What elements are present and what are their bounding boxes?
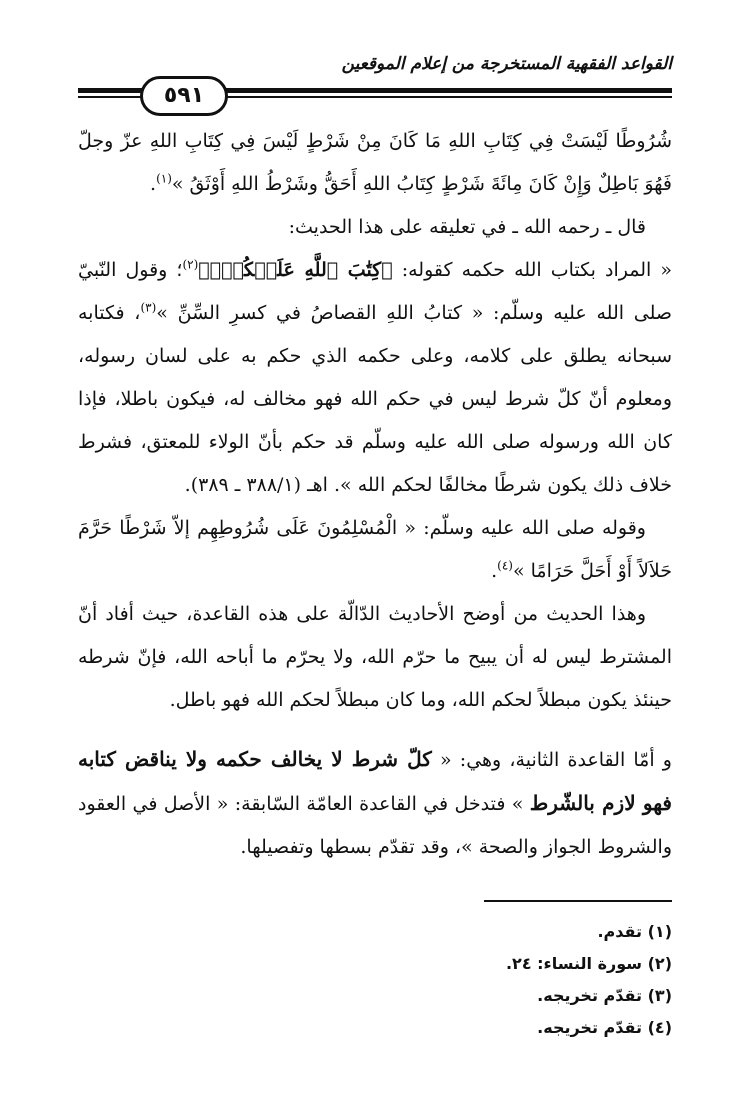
footnote-item: (١) تقدم. [597,922,672,941]
paragraph-commentary-intro: قال ـ رحمه الله ـ في تعليقه على هذا الحديث: [288,216,646,238]
second-rule-intro: و أمّا القاعدة الثانية، وهي: « [431,749,672,771]
footnote-ref-2: (٢) [182,257,199,272]
second-hadith-text: وقوله صلى الله عليه وسلّم: « الْمُسْلِمُونَ عَلَى شُرُوطِهِم إلاّ شَرْطًا حَرَّمَ حَلاَلاً أَوْ أَحَلَّ حَرَامًا » [78,517,672,582]
footnote-separator [484,900,672,902]
page-number: ٥٩١ [140,76,228,116]
footnote-ref-1: (١) [156,171,172,186]
footnote-item: (٢) سورة النساء: ٢٤. [505,954,672,973]
running-title: القواعد الفقهية المستخرجة من إعلام الموقعين [341,54,672,74]
paragraph-end: . [150,173,157,195]
footnote-ref-3: (٣) [140,300,157,315]
hadith-text: شُرُوطًا لَيْسَتْ فِي كِتَابِ اللهِ مَا كَانَ مِنْ شَرْطٍ لَيْسَ فِي كِتَابِ اللهِ عزّ وجلّ فَهُوَ بَاطِلٌ وَإِنْ كَانَ مِائَةَ شَرْطٍ كِتَابُ اللهِ أَحَقُّ وشَرْطُ اللهِ أَوْثَقُ » [78,130,672,195]
footnote-item: (٤) تقدّم تخريجه. [537,1018,672,1037]
paragraph-quotation [78,249,672,507]
footnotes [78,916,672,1044]
footnote-ref-4: (٤) [497,558,513,573]
paragraph-second-rule [78,738,672,869]
quotation-start: « المراد بكتاب الله حكمه كقوله: [392,259,672,281]
second-rule-rest: » فتدخل في القاعدة العامّة السّابقة: « الأصل في العقود والشروط الجواز والصحة »، وقد تقدّم بسطها وتفصيلها. [78,793,672,858]
quotation-end: ، فكتابه سبحانه يطلق على كلامه، وعلى حكمه الذي حكم به على لسان رسوله، ومعلوم أنّ كلّ شرط ليس في حكم الله فهو مخالف له، فيكون باطلا، فإذا كان الله ورسوله صلى الله عليه وسلّم قد حكم بأنّ الولاء للمعتق، فشرط خلاف ذلك يكون شرطًا مخالفًا لحكم الله ». اهـ (٣٨٨/١ ـ ٣٨٩). [78,302,672,496]
body-text [78,120,672,869]
footnote-item: (٣) تقدّم تخريجه. [537,986,672,1005]
paragraph-end: . [491,560,498,582]
paragraph-hadith-continuation [78,120,672,206]
paragraph-gap [78,722,672,738]
quran-verse: ﴿كِتَٰبَ ٱللَّهِ عَلَيۡكُمۡۚ﴾ [198,259,393,281]
quotation-middle: ؛ وقول النّبيّ صلى الله عليه وسلّم: « كتابُ اللهِ القصاصُ في كسرِ السِّنِّ » [78,259,673,324]
paragraph-explanation: وهذا الحديث من أوضح الأحاديث الدّالّة على هذه القاعدة، حيث أفاد أنّ المشترط ليس له أن يبيح ما حرّم الله، ولا يحرّم ما أباحه الله، فإنّ شرطه حينئذ يكون مبطلاً لحكم الله، وما كان مبطلاً لحكم الله فهو باطل. [78,603,672,711]
rule-statement: كلّ شرط لا يخالف حكمه ولا يناقض كتابه فهو لازم بالشّرط [78,747,672,815]
paragraph-second-hadith [78,507,672,593]
